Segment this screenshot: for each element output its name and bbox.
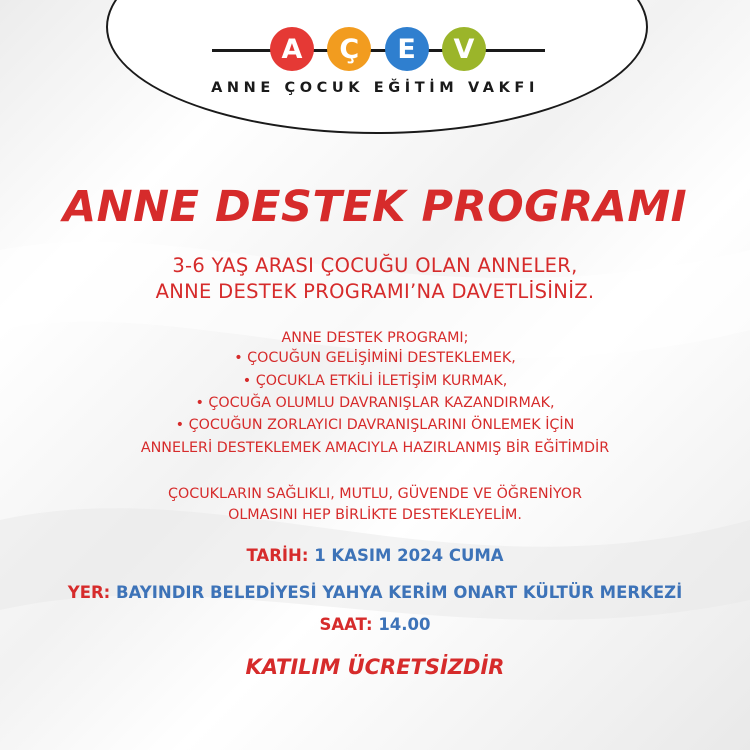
time-value: 14.00 — [378, 615, 431, 634]
logo-letter-c: Ç — [327, 27, 371, 71]
time-row — [0, 615, 750, 634]
date-value: 1 KASIM 2024 CUMA — [314, 546, 504, 565]
program-line-2: • ÇOCUĞUN GELİŞİMİNİ DESTEKLEMEK, — [234, 350, 516, 366]
program-line-4: • ÇOCUĞA OLUMLU DAVRANIŞLAR KAZANDIRMAK, — [195, 395, 555, 411]
support-line-1: ÇOCUKLARIN SAĞLIKLI, MUTLU, GÜVENDE VE ÖĞRENİYOR — [168, 486, 582, 502]
place-value: BAYINDIR BELEDİYESİ YAHYA KERİM ONART KÜLTÜR MERKEZİ — [116, 583, 683, 602]
place-label: YER: — [67, 583, 111, 602]
free-admission-notice: KATILIM ÜCRETSİZDİR — [245, 655, 505, 679]
program-line-1: ANNE DESTEK PROGRAMI; — [281, 330, 469, 346]
place-row — [0, 583, 750, 602]
page-title: ANNE DESTEK PROGRAMI — [62, 182, 688, 232]
invitation-line-2: ANNE DESTEK PROGRAMI’NA DAVETLİSİNİZ. — [155, 280, 595, 303]
logo-letter-a: A — [270, 27, 314, 71]
date-row — [0, 546, 750, 565]
program-line-5: • ÇOCUĞUN ZORLAYICI DAVRANIŞLARINI ÖNLEMEK İÇİN — [175, 417, 575, 433]
time-label: SAAT: — [319, 615, 373, 634]
logo-letter-v: V — [442, 27, 486, 71]
date-label: TARİH: — [246, 546, 309, 565]
support-line-2: OLMASINI HEP BİRLİKTE DESTEKLEYELİM. — [228, 507, 522, 523]
acev-logo — [270, 27, 486, 71]
logo-subtitle: ANNE ÇOCUK EĞİTİM VAKFI — [211, 80, 539, 96]
logo-letter-e: E — [385, 27, 429, 71]
invitation-line-1: 3-6 YAŞ ARASI ÇOCUĞU OLAN ANNELER, — [172, 254, 578, 277]
program-line-3: • ÇOCUKLA ETKİLİ İLETİŞİM KURMAK, — [242, 373, 508, 389]
program-line-6: ANNELERİ DESTEKLEMEK AMACIYLA HAZIRLANMIŞ BİR EĞİTİMDİR — [140, 440, 610, 456]
